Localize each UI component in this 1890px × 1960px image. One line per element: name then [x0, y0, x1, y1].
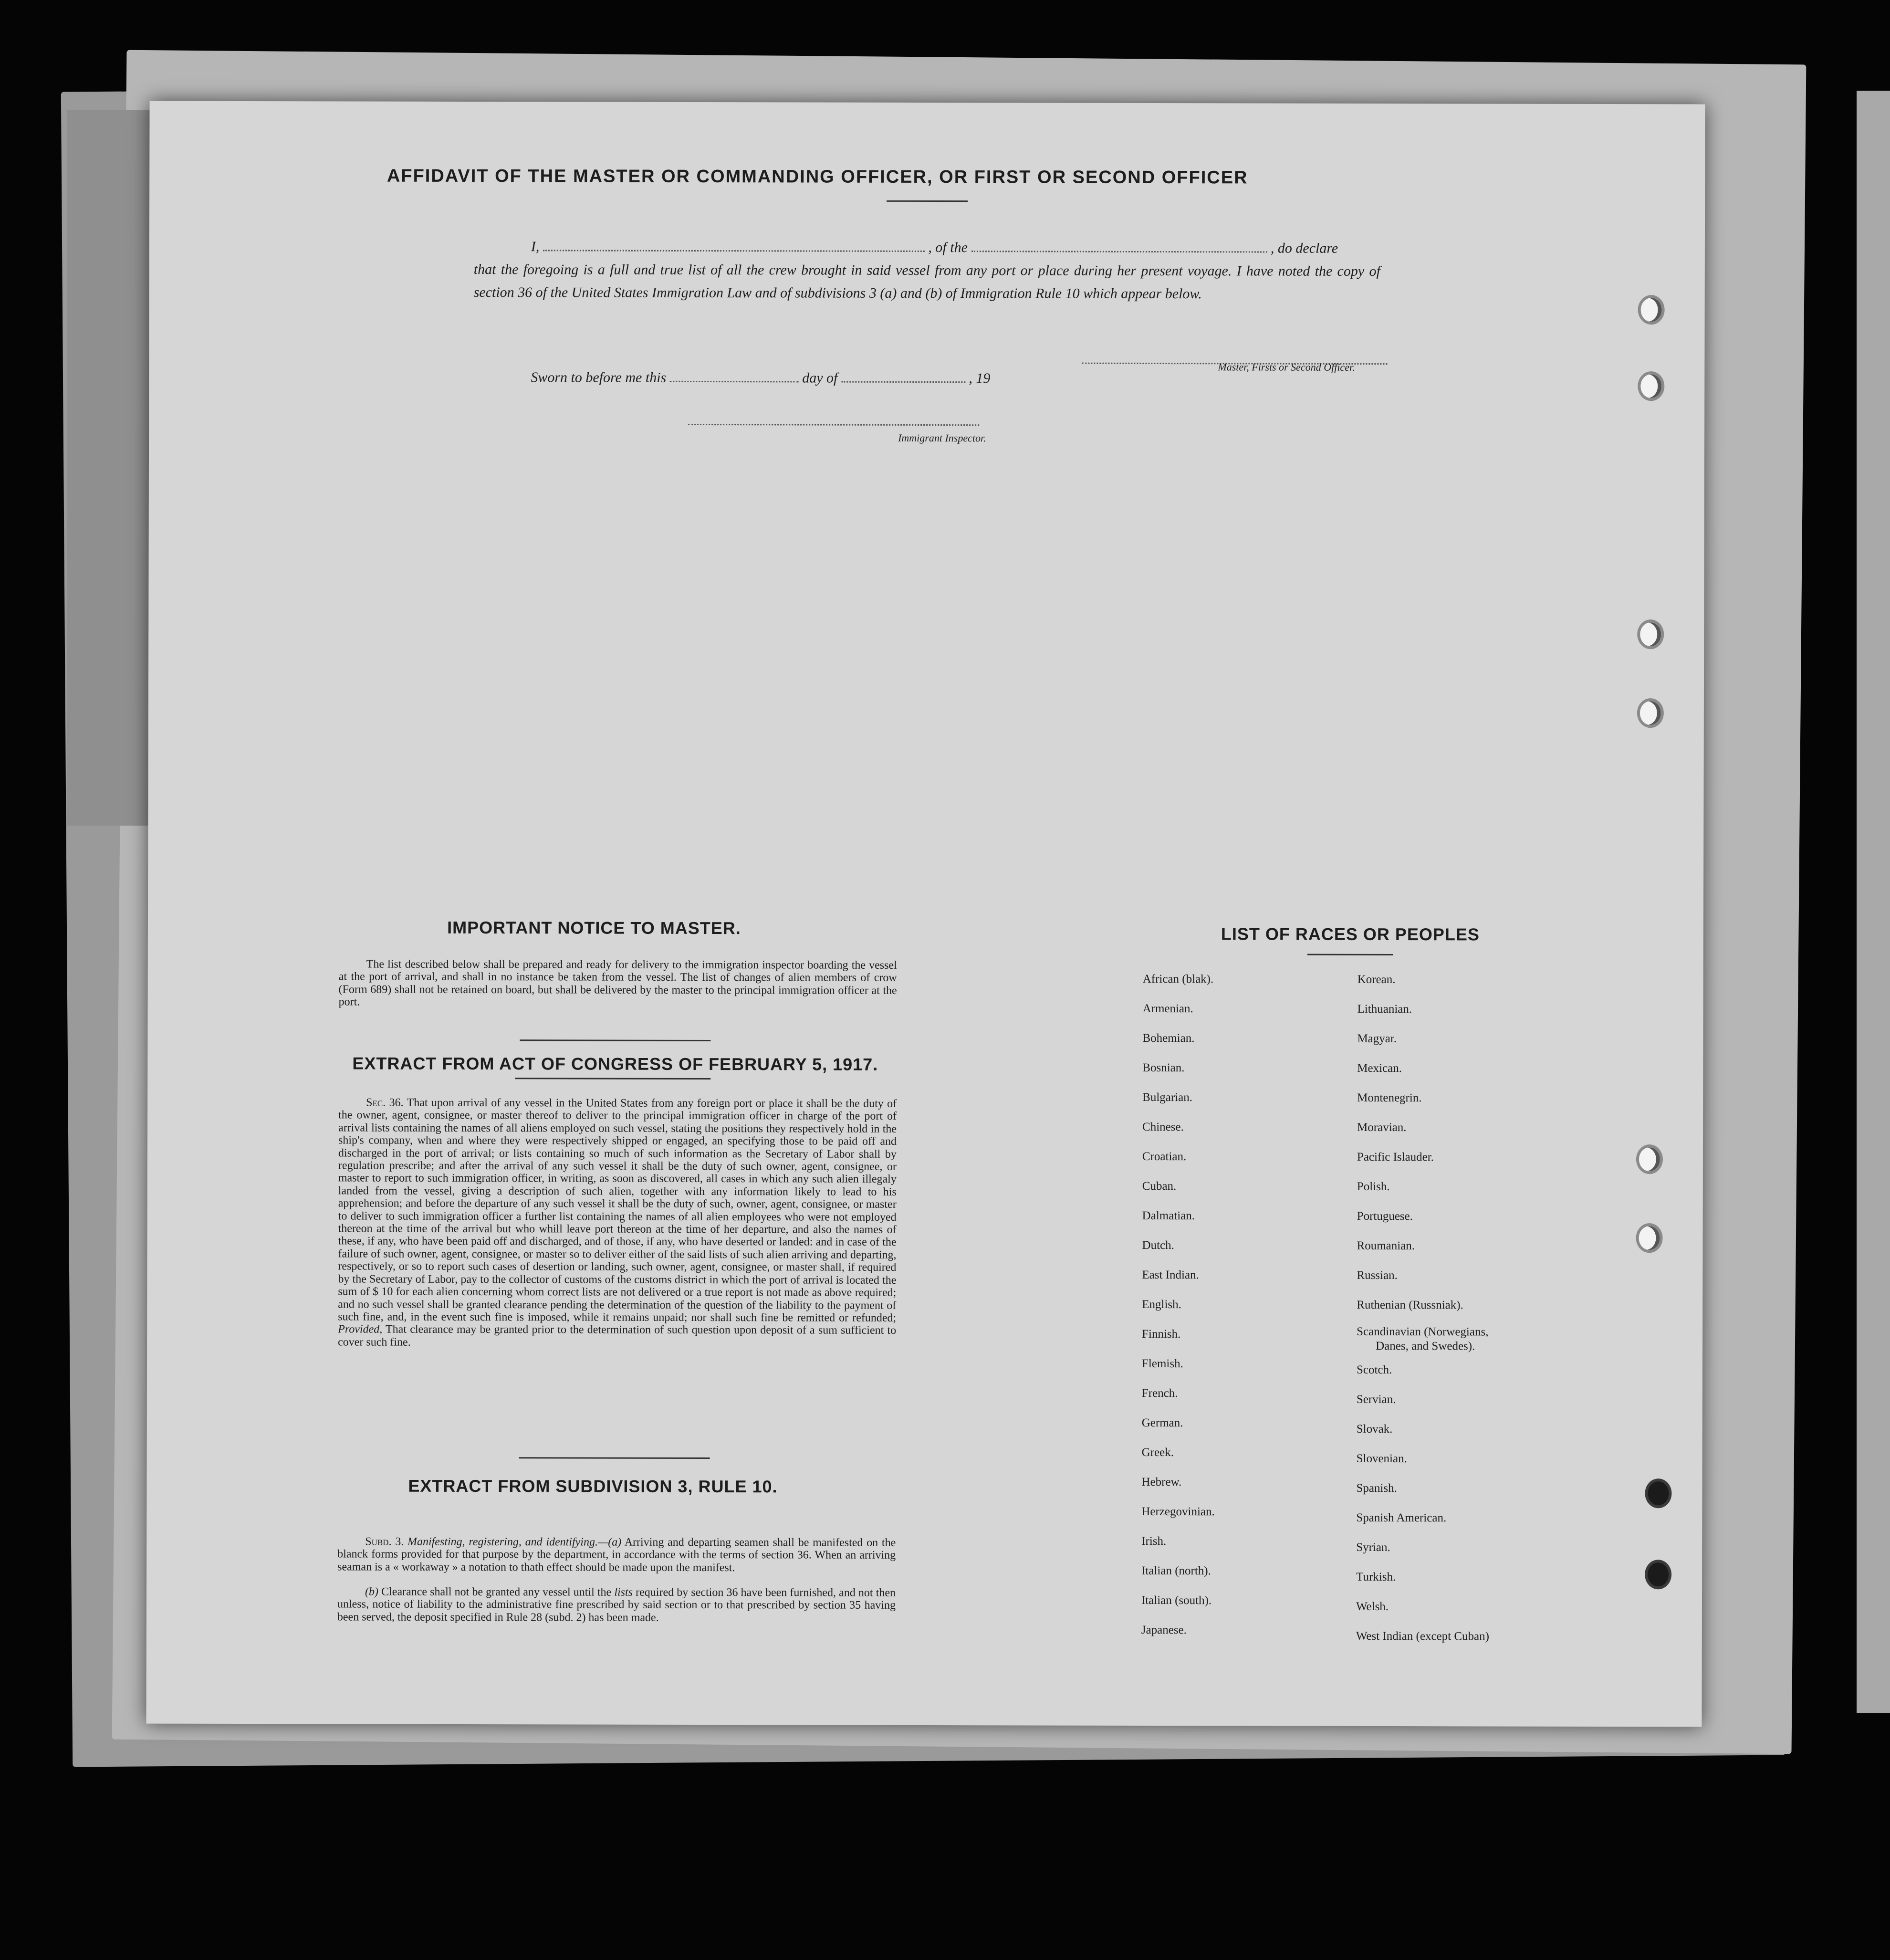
race-item: Magyar. — [1357, 1032, 1397, 1046]
race-item: French. — [1141, 1386, 1178, 1400]
race-item: Korean. — [1357, 973, 1396, 986]
subd-para-b-lists: lists — [614, 1586, 633, 1599]
binder-hole — [1645, 1478, 1671, 1508]
sec-36-text-end: That clearance may be granted prior to the determination of such question upon deposit of a sum sufficient to cover such fine. — [338, 1323, 897, 1349]
name-blank — [543, 238, 925, 252]
extract-rule-para-a — [337, 1535, 896, 1574]
divider — [519, 1457, 710, 1459]
notice-text: The list described below shall be prepared and ready for delivery to the immigration inspector boarding the vessel at the port of arrival, and shall in no instance be taken from the vessel. The list of changes of alien members of crow (Form 689) shall not be retained on board, but shall be delivered by the master to the principal immigration officer at the port. — [338, 958, 897, 1008]
race-item: Bosnian. — [1142, 1061, 1185, 1075]
race-item: German. — [1141, 1416, 1183, 1430]
race-item: Scotch. — [1356, 1363, 1392, 1377]
race-item: Herzegovinian. — [1141, 1505, 1215, 1519]
race-item: Russian. — [1357, 1268, 1398, 1282]
binder-hole — [1637, 619, 1664, 649]
race-item: East Indian. — [1142, 1268, 1199, 1282]
race-item: Armenian. — [1142, 1002, 1193, 1016]
sec-36-text: That upon arrival of any vessel in the United States from any foreign port or place it shall be the duty of the owner, agent, consignee, or master thereof to deliver to the principal immigration officer in charge of the port of arrival lists containing the names of all aliens employed on such vessel, stating the positions they respectively hold in the ship's company, when and where they were respectively shipped or engaged, an specifying those to be paid off and discharged in the port of arrival; or lists containing so much of such information as the Secretary of Labor shall by regulation prescribe; and after the arrival of any such vessel it shall be the duty of such owner, agent, consignee, or master to report to such immigration officer, in writing, as soon as discovered, all cases in which any such alien illegaly landed from the vessel, giving a description of such alien, together with any information likely to lead to his apprehension; and before the departure of any such vessel it shall be the duty of such, owner, agent, consignee, or master to deliver to such immigration officer a further list containing the names of all alien employees who were not employed thereon at the time of the arrival but who whill leave port thereon at the time of her departure, and also the names of these, if any, who have been paid off and discharged, and of those, if any, who have deserted or landed: and in case of the failure of such owner, agent, consignee, or master so to deliver either of the said lists of such alien arriving and departing, respectively, or so to report such cases of desertion or landing, such owner, agent, consignee, or master shall, if required by the Secretary of Labor, pay to the collector of customs of the customs district in which the port of arrival is located the sum of $ 10 for each alien concerning whom correct lists are not delivered or a true report is not made as above required; and no such vessel shall be granted clearance pending the determination of the question of the liability to the payment of such fine, and, in the event such fine is imposed, while it remains unpaid; nor shall such fine be remitted or refunded; — [338, 1096, 897, 1324]
race-item: Dalmatian. — [1142, 1209, 1195, 1223]
sworn-day-blank — [670, 369, 799, 383]
affidavit-declaration — [474, 235, 1380, 306]
race-item: Bulgarian. — [1142, 1090, 1193, 1104]
race-item: Polish. — [1357, 1180, 1390, 1194]
underlying-page-right-edge — [1857, 91, 1890, 1713]
race-item: Finnish. — [1142, 1327, 1181, 1341]
subd-label: Subd. 3. — [365, 1535, 404, 1548]
inspector-signature-blank — [688, 412, 979, 426]
vessel-blank — [971, 239, 1267, 252]
affidavit-i: I, — [531, 239, 540, 255]
master-signature-label: Master, Firsts or Second Officer. — [1218, 361, 1355, 373]
race-item: Slovenian. — [1356, 1452, 1407, 1466]
race-item: Mexican. — [1357, 1061, 1402, 1075]
race-item: English. — [1142, 1298, 1181, 1311]
race-item: Italian (north). — [1141, 1564, 1211, 1578]
sec-label: Sec. 36. — [366, 1096, 404, 1109]
race-item: Turkish. — [1356, 1570, 1396, 1584]
binder-hole — [1636, 1223, 1663, 1253]
race-item: Chinese. — [1142, 1120, 1184, 1134]
race-item: Spanish American. — [1356, 1511, 1447, 1525]
race-item: Danes, and Swedes). — [1376, 1339, 1475, 1353]
extract-act-title: EXTRACT FROM ACT OF CONGRESS OF FEBRUARY 5, 1917. — [352, 1053, 878, 1074]
subd-heading: Manifesting, registering, and identifying.—(a) — [407, 1535, 622, 1549]
affidavit-page — [146, 101, 1705, 1727]
race-item: Servian. — [1356, 1393, 1396, 1406]
sworn-line — [531, 369, 990, 387]
races-right-column — [1356, 965, 1491, 1652]
race-item: Hebrew. — [1141, 1475, 1182, 1489]
binder-hole — [1645, 1560, 1671, 1589]
sworn-month-blank — [841, 370, 965, 383]
subd-b-label: (b) — [365, 1585, 379, 1598]
binder-hole — [1636, 1144, 1663, 1174]
extract-rule-para-b — [337, 1585, 896, 1625]
race-item: Greek. — [1141, 1446, 1174, 1459]
extract-rule-title: EXTRACT FROM SUBDIVISION 3, RULE 10. — [408, 1476, 778, 1497]
divider — [520, 1039, 710, 1041]
race-item: Moravian. — [1357, 1121, 1407, 1134]
binder-hole — [1638, 371, 1664, 401]
divider — [887, 200, 968, 202]
affidavit-of-the: , of the — [928, 240, 968, 256]
affidavit-body: that the foregoing is a full and true list of all the crew brought in said vessel from any port or place during her present voyage. I have noted the copy of section 36 of the United States Immigration Law and of subdivisions 3 (a) and (b) of Immigration Rule 10 which appear below. — [473, 262, 1380, 302]
race-item: Italian (south). — [1141, 1593, 1212, 1607]
races-left-column — [1141, 964, 1216, 1645]
races-title: LIST OF RACES OR PEOPLES — [1221, 924, 1480, 944]
race-item: Japanese. — [1141, 1623, 1187, 1637]
sworn-start: Sworn to before me this — [531, 369, 667, 386]
race-item: Ruthenian (Russniak). — [1357, 1298, 1463, 1312]
binder-hole — [1638, 295, 1665, 325]
subd-para-b-start: Clearance shall not be granted any vessel until the — [381, 1585, 612, 1599]
sworn-year: , 19 — [969, 370, 991, 387]
extract-act-text — [338, 1096, 897, 1350]
race-item: Pacific Islauder. — [1357, 1150, 1434, 1164]
race-item: Bohemian. — [1142, 1031, 1195, 1045]
sworn-day-of: day of — [802, 370, 838, 386]
race-item: Croatian. — [1142, 1150, 1187, 1163]
provided-label: Provided, — [338, 1323, 383, 1336]
race-item: Lithuanian. — [1357, 1002, 1412, 1016]
underlying-page-left-edge — [67, 110, 150, 826]
race-item: Irish. — [1141, 1534, 1167, 1548]
race-item: Montenegrin. — [1357, 1091, 1422, 1105]
notice-title: IMPORTANT NOTICE TO MASTER. — [447, 917, 741, 938]
race-item: Dutch. — [1142, 1238, 1174, 1252]
race-item: Spanish. — [1356, 1481, 1397, 1495]
race-item: Roumanian. — [1357, 1239, 1415, 1253]
divider — [515, 1078, 710, 1080]
subd-para-a: Arriving and departing seamen shall be manifested on the blanck forms provided for that purpose by the department, in accordance with the terms of section 36. When an arriving seaman is a « workaway » a notation to thath effect should be made upon the manifest. — [337, 1536, 896, 1574]
race-item: Welsh. — [1356, 1600, 1389, 1614]
race-item: Scandinavian (Norwegians, — [1357, 1325, 1489, 1339]
divider — [1307, 954, 1393, 955]
binder-hole — [1637, 698, 1664, 728]
race-item: African (blak). — [1142, 972, 1214, 986]
race-item: Slovak. — [1356, 1422, 1393, 1436]
affidavit-do-declare: , do declare — [1270, 240, 1338, 256]
race-item: Flemish. — [1141, 1357, 1183, 1371]
race-item: West Indian (except Cuban) — [1356, 1629, 1490, 1643]
affidavit-title: AFFIDAVIT OF THE MASTER OR COMMANDING OFFICER, OR FIRST OR SECOND OFFICER — [386, 166, 1248, 188]
race-item: Portuguese. — [1357, 1209, 1413, 1223]
race-item: Syrian. — [1356, 1541, 1390, 1554]
race-item: Cuban. — [1142, 1179, 1177, 1193]
inspector-label: Immigrant Inspector. — [898, 431, 986, 444]
subd-para-b-end: required by section 36 have been furnished, and not then unless, notice of liability to the administrative fine prescribed by said section or to that prescribed by section 35 having been served, the deposit specified in Rule 28 (subd. 2) has been made. — [337, 1586, 896, 1624]
